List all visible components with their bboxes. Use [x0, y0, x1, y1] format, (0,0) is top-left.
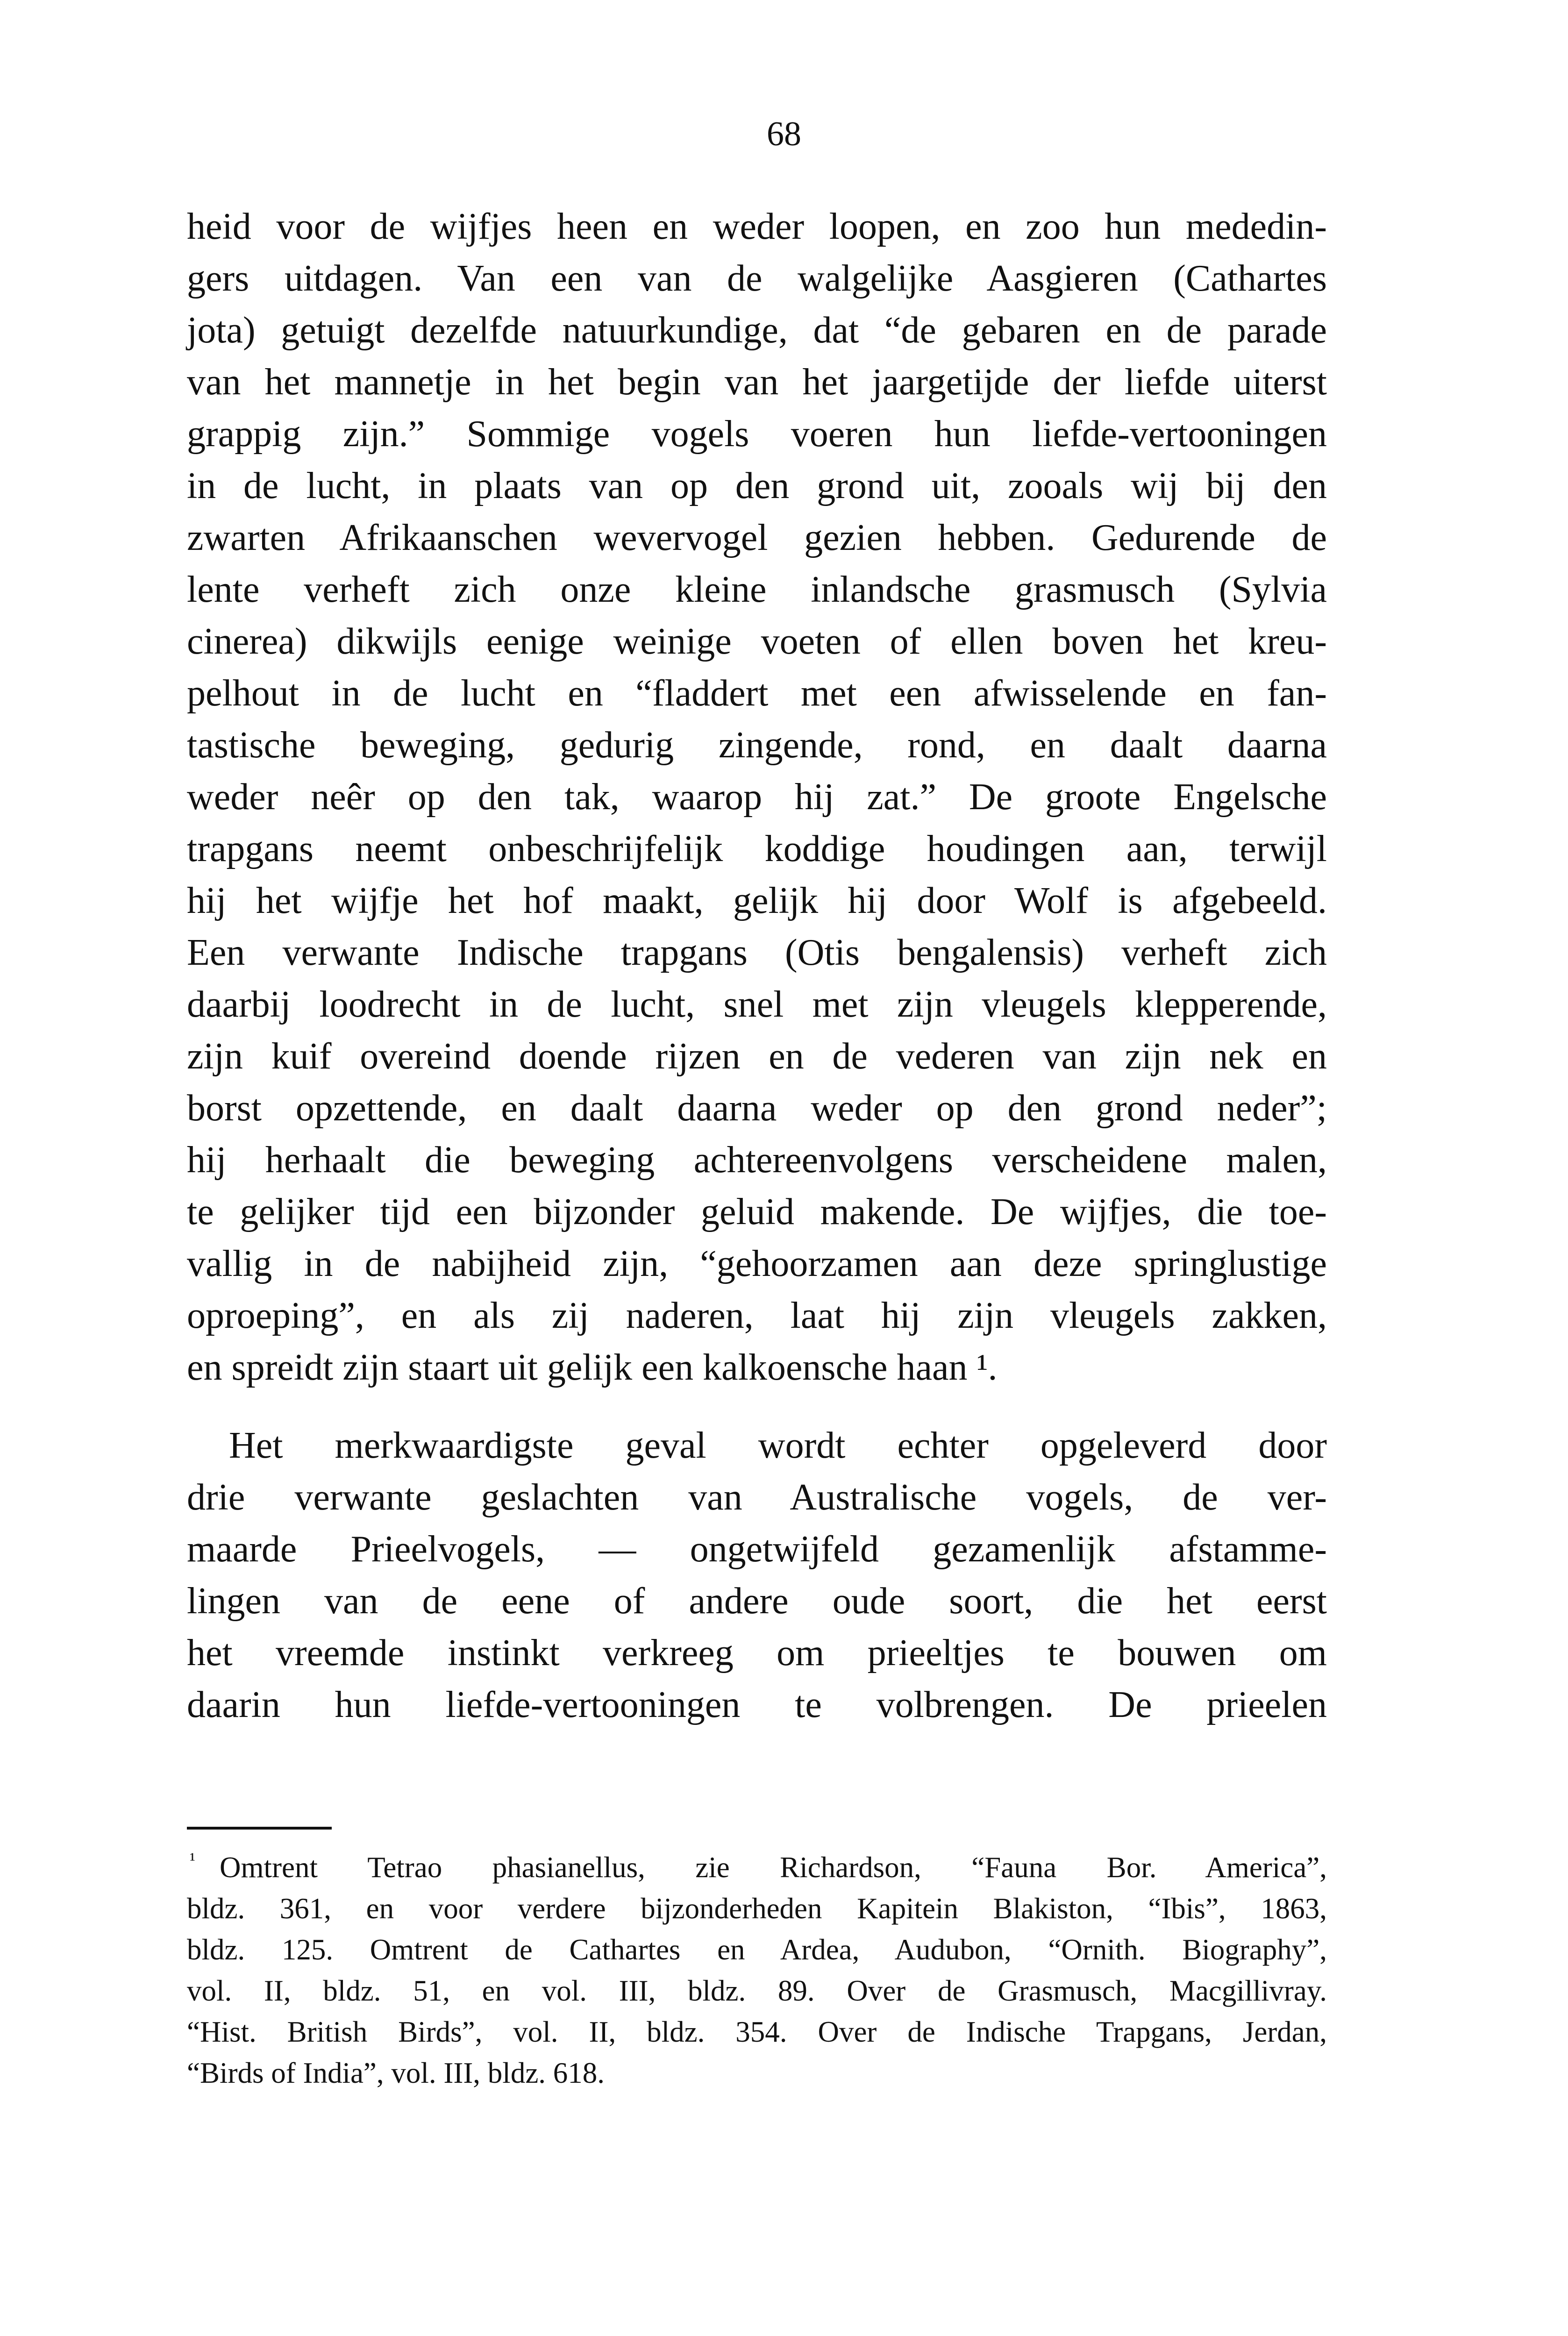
text-line: heid voor de wijfjes heen en weder loopen, en zoo hun mededin- [187, 206, 1327, 247]
text-line: borst opzettende, en daalt daarna weder op den grond neder”; [187, 1088, 1327, 1129]
footnote-line: “Birds of India”, vol. III, bldz. 618. [187, 2057, 605, 2089]
text-line: oproeping”, en als zij naderen, laat hij zijn vleugels zakken, [187, 1295, 1327, 1336]
footnote-line: bldz. 125. Omtrent de Cathartes en Ardea, Audubon, “Ornith. Biography”, [187, 1933, 1327, 1966]
footnote-separator [187, 1827, 332, 1830]
text-line: daarbij loodrecht in de lucht, snel met zijn vleugels klepperende, [187, 984, 1327, 1025]
text-line: hij het wijfje het hof maakt, gelijk hij door Wolf is afgebeeld. [187, 880, 1327, 921]
text-line: trapgans neemt onbeschrijfelijk koddige houdingen aan, terwijl [187, 828, 1327, 869]
text-line: het vreemde instinkt verkreeg om prieeltjes te bouwen om [187, 1632, 1327, 1674]
text-line: tastische beweging, gedurig zingende, rond, en daalt daarna [187, 725, 1327, 766]
text-line: en spreidt zijn staart uit gelijk een kalkoensche haan ¹. [187, 1347, 998, 1388]
footnote-marker: ¹ [190, 1849, 195, 1870]
text-line: pelhout in de lucht en “fladdert met een afwisselende en fan- [187, 673, 1327, 714]
footnote-line: “Hist. British Birds”, vol. II, bldz. 354. Over de Indische Trapgans, Jerdan, [187, 2016, 1327, 2048]
text-line: cinerea) dikwijls eenige weinige voeten of ellen boven het kreu- [187, 621, 1327, 662]
text-line: jota) getuigt dezelfde natuurkundige, dat “de gebaren en de parade [187, 310, 1327, 351]
text-line: drie verwante geslachten van Australische vogels, de ver- [187, 1477, 1327, 1518]
text-line: gers uitdagen. Van een van de walgelijke Aasgieren (Cathartes [187, 258, 1327, 299]
footnote-line: bldz. 361, en voor verdere bijzonderheden Kapitein Blakiston, “Ibis”, 1863, [187, 1892, 1327, 1925]
text-line: zijn kuif overeind doende rijzen en de vederen van zijn nek en [187, 1036, 1327, 1077]
text-line: van het mannetje in het begin van het jaargetijde der liefde uiterst [187, 362, 1327, 403]
text-line: lente verheft zich onze kleine inlandsche grasmusch (Sylvia [187, 569, 1327, 610]
footnote-line: Omtrent Tetrao phasianellus, zie Richardson, “Fauna Bor. America”, [220, 1851, 1327, 1884]
text-line: grappig zijn.” Sommige vogels voeren hun liefde-vertooningen [187, 413, 1327, 455]
footnote-line: vol. II, bldz. 51, en vol. III, bldz. 89. Over de Grasmusch, Macgillivray. [187, 1974, 1327, 2007]
text-line: weder neêr op den tak, waarop hij zat.” De groote Engelsche [187, 776, 1327, 818]
text-line: te gelijker tijd een bijzonder geluid makende. De wijfjes, die toe- [187, 1191, 1327, 1232]
text-line: lingen van de eene of andere oude soort, die het eerst [187, 1581, 1327, 1622]
text-line: vallig in de nabijheid zijn, “gehoorzamen aan deze springlustige [187, 1243, 1327, 1284]
text-line: daarin hun liefde-vertooningen te volbrengen. De prieelen [187, 1684, 1327, 1725]
text-line: Het merkwaardigste geval wordt echter opgeleverd door [229, 1425, 1327, 1466]
text-line: in de lucht, in plaats van op den grond uit, zooals wij bij den [187, 465, 1327, 506]
page-number: 68 [767, 115, 801, 153]
text-line: maarde Prieelvogels, — ongetwijfeld gezamenlijk afstamme- [187, 1529, 1327, 1570]
text-line: Een verwante Indische trapgans (Otis bengalensis) verheft zich [187, 932, 1327, 973]
text-line: hij herhaalt die beweging achtereenvolgens verscheidene malen, [187, 1140, 1327, 1181]
text-line: zwarten Afrikaanschen wevervogel gezien hebben. Gedurende de [187, 517, 1327, 558]
